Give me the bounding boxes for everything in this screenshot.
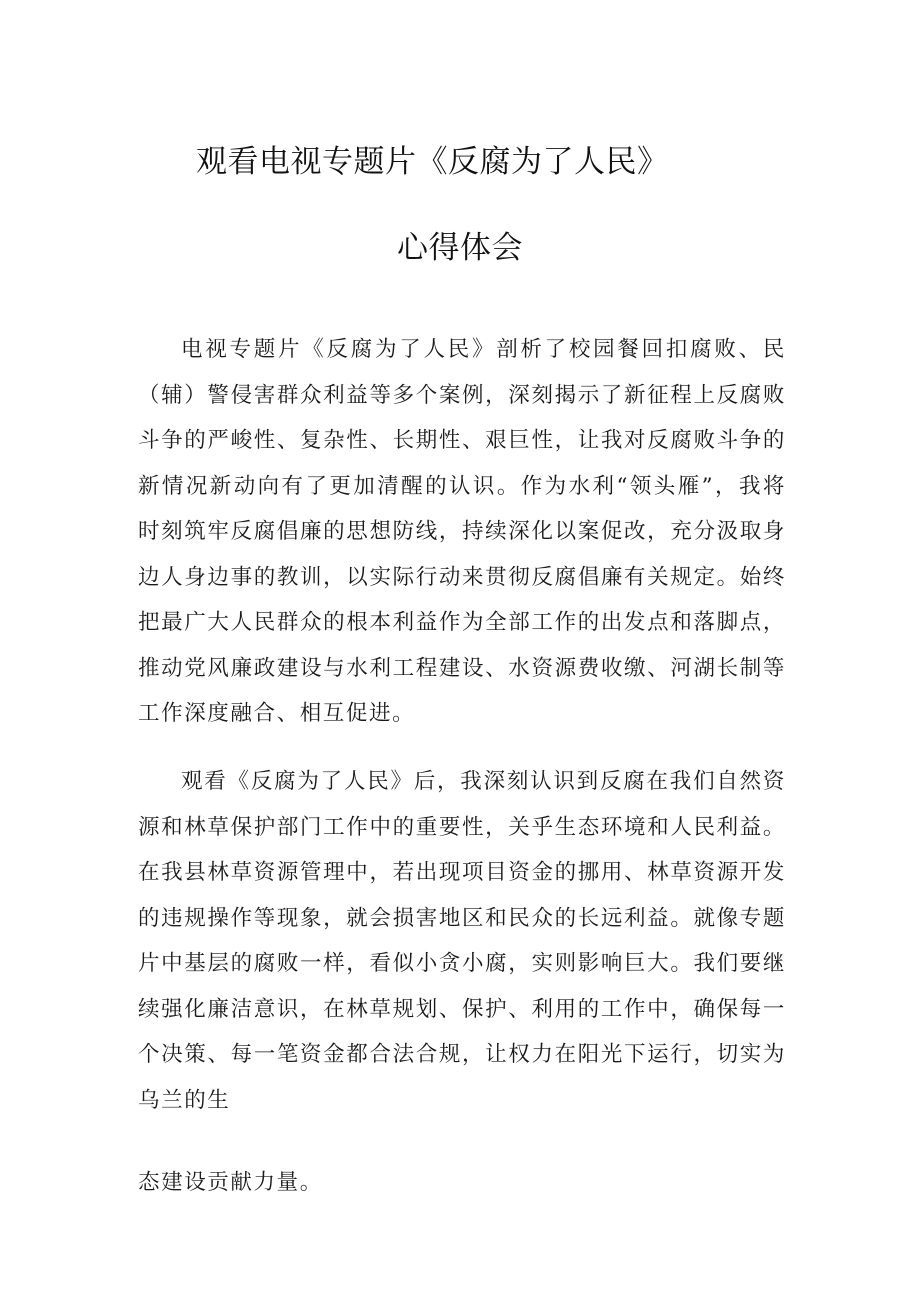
body-paragraph-1: 电视专题片《反腐为了人民》剖析了校园餐回扣腐败、民（辅）警侵害群众利益等多个案例，深刻揭示了新征程上反腐败斗争的严峻性、复杂性、长期性、艰巨性，让我对反腐败斗争的新情况新动向有了更加清醒的认识。作为水利“领头雁”，我将时刻筑牢反腐倡廉的思想防线，持续深化以案促改，充分汲取身边人身边事的教训，以实际行动来贯彻反腐倡廉有关规定。始终把最广大人民群众的根本利益作为全部工作的出发点和落脚点，推动党风廉政建设与水利工程建设、水资源费收缴、河湖长制等工作深度融合、相互促进。 bbox=[138, 337, 786, 726]
body-paragraph-2: 观看《反腐为了人民》后，我深刻认识到反腐在我们自然资源和林草保护部门工作中的重要性，关乎生态环境和人民利益。在我县林草资源管理中，若出现项目资金的挪用、林草资源开发的违规操作等现象，就会损害地区和民众的长远利益。就像专题片中基层的腐败一样，看似小贪小腐，实则影响巨大。我们要继续强化廉洁意识，在林草规划、保护、利用的工作中，确保每一个决策、每一笔资金都合法合规，让权力在阳光下运行，切实为乌兰的生 bbox=[138, 769, 786, 1113]
document-title-line-2: 心得体会 bbox=[397, 230, 523, 266]
document-title-line-1: 观看电视专题片《反腐为了人民》 bbox=[196, 144, 669, 180]
body-paragraph-3: 态建设贡献力量。 bbox=[138, 1170, 323, 1195]
